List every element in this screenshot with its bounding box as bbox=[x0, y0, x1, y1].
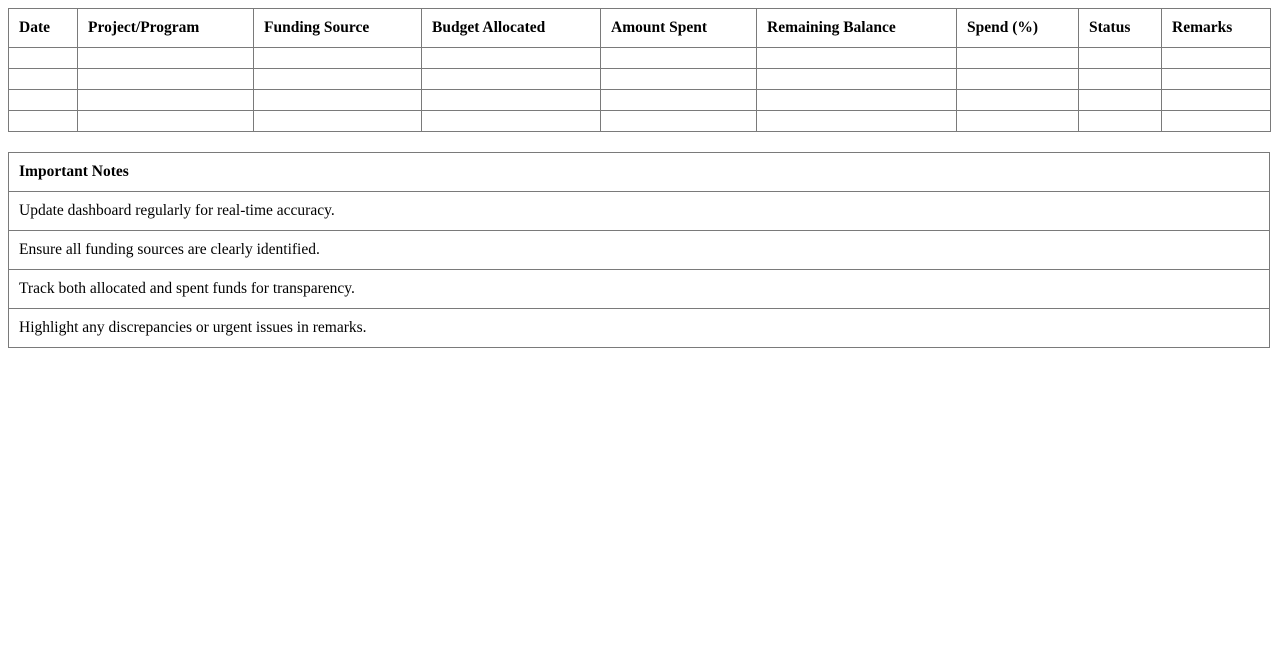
table-cell[interactable] bbox=[957, 48, 1079, 69]
table-cell[interactable] bbox=[1162, 90, 1271, 111]
column-header-amount-spent: Amount Spent bbox=[601, 9, 757, 48]
notes-title: Important Notes bbox=[9, 153, 1270, 192]
table-cell[interactable] bbox=[422, 111, 601, 132]
table-cell[interactable] bbox=[1162, 111, 1271, 132]
table-cell[interactable] bbox=[422, 48, 601, 69]
notes-header-row bbox=[9, 153, 1270, 192]
note-row bbox=[9, 192, 1270, 231]
note-row bbox=[9, 309, 1270, 348]
table-cell[interactable] bbox=[254, 111, 422, 132]
table-cell[interactable] bbox=[78, 69, 254, 90]
table-row bbox=[9, 48, 1271, 69]
table-cell[interactable] bbox=[422, 90, 601, 111]
table-row bbox=[9, 69, 1271, 90]
table-cell[interactable] bbox=[757, 69, 957, 90]
table-cell[interactable] bbox=[1162, 48, 1271, 69]
table-cell[interactable] bbox=[78, 90, 254, 111]
table-cell[interactable] bbox=[254, 69, 422, 90]
table-cell[interactable] bbox=[957, 90, 1079, 111]
table-cell[interactable] bbox=[9, 69, 78, 90]
table-row bbox=[9, 90, 1271, 111]
column-header-budget-allocated: Budget Allocated bbox=[422, 9, 601, 48]
table-cell[interactable] bbox=[757, 48, 957, 69]
column-header-funding-source: Funding Source bbox=[254, 9, 422, 48]
column-header-remaining-balance: Remaining Balance bbox=[757, 9, 957, 48]
notes-table bbox=[8, 152, 1270, 348]
table-row bbox=[9, 111, 1271, 132]
note-item: Ensure all funding sources are clearly identified. bbox=[9, 231, 1270, 270]
note-row bbox=[9, 270, 1270, 309]
note-item: Update dashboard regularly for real-time accuracy. bbox=[9, 192, 1270, 231]
table-cell[interactable] bbox=[601, 69, 757, 90]
table-cell[interactable] bbox=[757, 111, 957, 132]
table-cell[interactable] bbox=[957, 111, 1079, 132]
note-item: Highlight any discrepancies or urgent issues in remarks. bbox=[9, 309, 1270, 348]
table-cell[interactable] bbox=[1162, 69, 1271, 90]
column-header-project-program: Project/Program bbox=[78, 9, 254, 48]
table-cell[interactable] bbox=[601, 90, 757, 111]
budget-table bbox=[8, 8, 1271, 132]
table-cell[interactable] bbox=[254, 90, 422, 111]
table-cell[interactable] bbox=[957, 69, 1079, 90]
note-row bbox=[9, 231, 1270, 270]
table-cell[interactable] bbox=[601, 48, 757, 69]
column-header-spend-percent: Spend (%) bbox=[957, 9, 1079, 48]
table-cell[interactable] bbox=[1079, 90, 1162, 111]
table-cell[interactable] bbox=[1079, 111, 1162, 132]
table-cell[interactable] bbox=[78, 111, 254, 132]
table-cell[interactable] bbox=[601, 111, 757, 132]
table-cell[interactable] bbox=[9, 48, 78, 69]
table-cell[interactable] bbox=[422, 69, 601, 90]
column-header-date: Date bbox=[9, 9, 78, 48]
table-cell[interactable] bbox=[78, 48, 254, 69]
column-header-remarks: Remarks bbox=[1162, 9, 1271, 48]
table-cell[interactable] bbox=[9, 90, 78, 111]
table-cell[interactable] bbox=[757, 90, 957, 111]
table-cell[interactable] bbox=[1079, 48, 1162, 69]
table-cell[interactable] bbox=[1079, 69, 1162, 90]
table-cell[interactable] bbox=[254, 48, 422, 69]
table-header-row bbox=[9, 9, 1271, 48]
note-item: Track both allocated and spent funds for transparency. bbox=[9, 270, 1270, 309]
table-cell[interactable] bbox=[9, 111, 78, 132]
column-header-status: Status bbox=[1079, 9, 1162, 48]
